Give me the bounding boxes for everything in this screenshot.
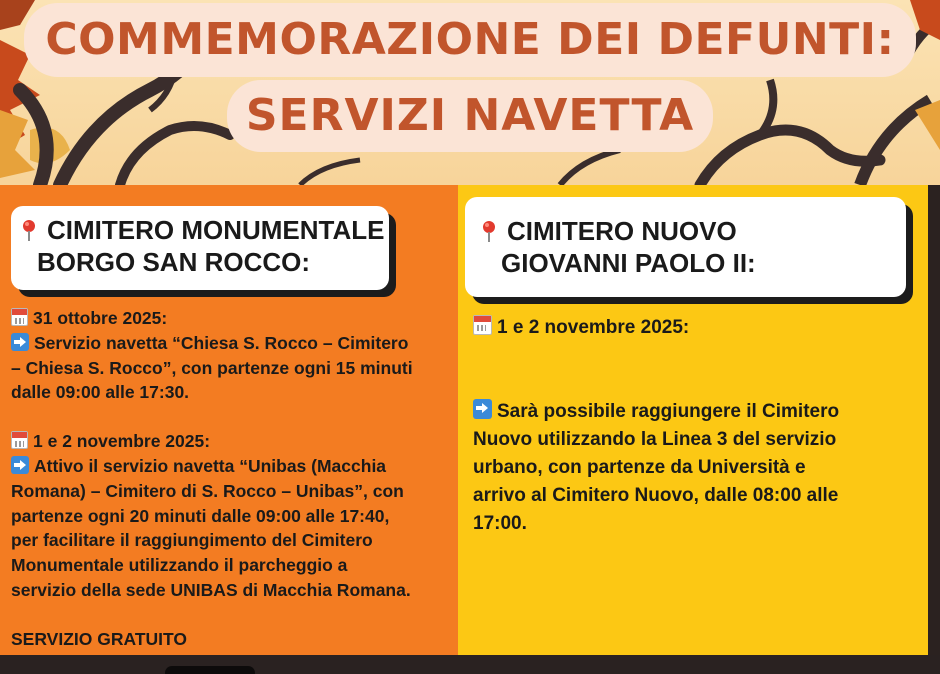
text-line: per facilitare il raggiungimento del Cimitero bbox=[11, 530, 373, 551]
bottom-decoration bbox=[165, 666, 255, 674]
text-line: – Chiesa S. Rocco”, con partenze ogni 15 minuti bbox=[11, 357, 413, 378]
calendar-icon bbox=[11, 431, 28, 449]
right-arrow-icon bbox=[473, 399, 492, 419]
title-line-1: COMMEMORAZIONE DEI DEFUNTI: bbox=[24, 3, 916, 77]
calendar-icon bbox=[11, 308, 28, 326]
right-edge-strip bbox=[928, 185, 940, 655]
text-line: partenze ogni 20 minuti dalle 09:00 alle 17:40, bbox=[11, 505, 390, 526]
date-text: 1 e 2 novembre 2025: bbox=[33, 431, 211, 452]
text-line: Nuovo utilizzando la Linea 3 del servizio bbox=[473, 429, 837, 450]
title-line-2: SERVIZI NAVETTA bbox=[227, 80, 713, 152]
text-row bbox=[473, 398, 923, 426]
text-row bbox=[11, 331, 456, 356]
text-line: Attivo il servizio navetta “Unibas (Macchia bbox=[34, 455, 387, 476]
schedule-block-2 bbox=[11, 429, 456, 603]
right-card-line-1 bbox=[481, 215, 894, 247]
free-service-label: SERVIZIO GRATUITO bbox=[11, 628, 187, 649]
text-line: servizio della sede UNIBAS di Macchia Romana. bbox=[11, 579, 411, 600]
right-arrow-icon bbox=[11, 456, 29, 474]
pin-icon bbox=[481, 220, 497, 242]
date-text: 1 e 2 novembre 2025: bbox=[497, 317, 690, 338]
right-arrow-icon bbox=[11, 333, 29, 351]
text-line: dalle 09:00 alle 17:30. bbox=[11, 382, 190, 403]
left-card-title-1: CIMITERO MONUMENTALE bbox=[47, 215, 385, 245]
left-schedule bbox=[11, 306, 456, 652]
date-row bbox=[473, 314, 923, 342]
schedule-block-1 bbox=[11, 306, 456, 405]
text-line: Romana) – Cimitero di S. Rocco – Unibas”, con bbox=[11, 480, 404, 501]
date-row bbox=[11, 306, 456, 331]
date-row bbox=[11, 429, 456, 454]
text-row bbox=[11, 454, 456, 479]
right-card-title-2: GIOVANNI PAOLO II: bbox=[501, 248, 756, 278]
left-card-title-2: BORGO SAN ROCCO: bbox=[37, 247, 310, 277]
text-line: urbano, con partenze da Università e bbox=[473, 457, 806, 478]
text-line: Monumentale utilizzando il parcheggio a bbox=[11, 555, 348, 576]
text-line: arrivo al Cimitero Nuovo, dalle 08:00 alle bbox=[473, 485, 839, 506]
right-schedule bbox=[473, 314, 923, 538]
right-card-title-1: CIMITERO NUOVO bbox=[507, 216, 737, 246]
right-location-card bbox=[465, 197, 906, 297]
text-line: 17:00. bbox=[473, 513, 527, 534]
text-line: Sarà possibile raggiungere il Cimitero bbox=[497, 401, 840, 422]
left-card-line-1 bbox=[21, 214, 385, 246]
calendar-icon bbox=[473, 315, 492, 335]
left-location-card bbox=[11, 206, 389, 290]
text-line: Servizio navetta “Chiesa S. Rocco – Cimitero bbox=[34, 332, 409, 353]
date-text: 31 ottobre 2025: bbox=[33, 308, 168, 328]
pin-icon bbox=[21, 219, 37, 241]
bottom-strip bbox=[0, 655, 940, 674]
